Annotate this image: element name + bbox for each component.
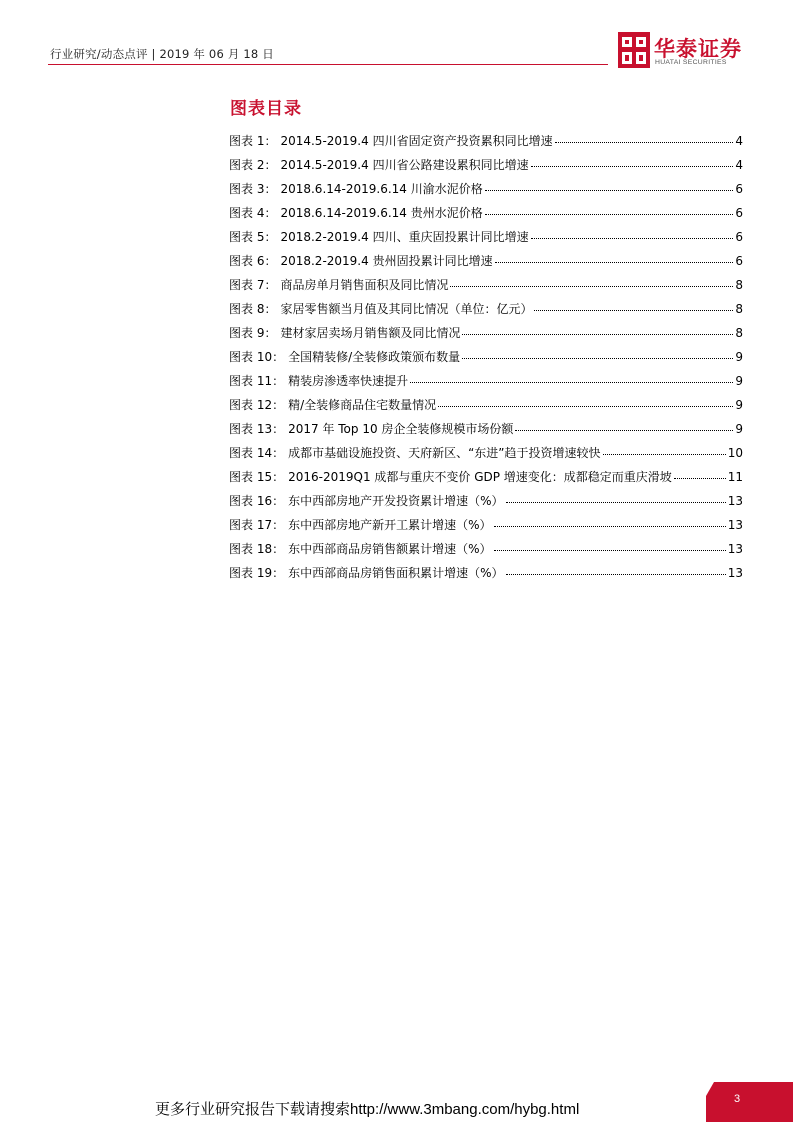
toc-entry-page: 9: [735, 398, 743, 412]
toc-dot-leader: [531, 165, 734, 167]
toc-entry-title: 2018.6.14-2019.6.14 贵州水泥价格: [280, 206, 483, 220]
toc-entry[interactable]: [229, 396, 743, 420]
toc-dot-leader: [462, 333, 733, 335]
toc-dot-leader: [462, 357, 733, 359]
toc-entry[interactable]: [229, 180, 743, 204]
toc-dot-leader: [485, 213, 734, 215]
toc-entry-label: 图表 2：: [229, 158, 277, 172]
toc-dot-leader: [450, 285, 733, 287]
page-number-tab: [706, 1082, 793, 1122]
toc-entry-page: 4: [735, 158, 743, 172]
toc-entry-label: 图表 9：: [229, 326, 277, 340]
toc-entry-title: 东中西部商品房销售面积累计增速（%）: [288, 566, 504, 580]
toc-entry-page: 4: [735, 134, 743, 148]
huatai-logo-icon: [618, 32, 650, 68]
toc-entry[interactable]: [229, 132, 743, 156]
toc-entry-page: 6: [735, 206, 743, 220]
toc-list: [229, 132, 743, 588]
toc-entry-label: 图表 19：: [229, 566, 285, 580]
toc-title: 图表目录: [230, 99, 302, 119]
header-divider: [48, 64, 608, 65]
toc-entry-page: 13: [727, 542, 743, 556]
toc-entry[interactable]: [229, 348, 743, 372]
toc-entry-title: 全国精装修/全装修政策颁布数量: [288, 350, 461, 364]
toc-dot-leader: [534, 309, 733, 311]
toc-entry[interactable]: [229, 372, 743, 396]
toc-entry-label: 图表 3：: [229, 182, 277, 196]
toc-entry[interactable]: [229, 324, 743, 348]
toc-entry-page: 6: [735, 182, 743, 196]
toc-entry-label: 图表 13：: [229, 422, 285, 436]
toc-entry-page: 10: [727, 446, 743, 460]
toc-dot-leader: [515, 429, 733, 431]
page-number: 3: [734, 1093, 741, 1105]
toc-entry-title: 东中西部房地产新开工累计增速（%）: [288, 518, 492, 532]
toc-entry-page: 8: [735, 326, 743, 340]
toc-entry-page: 6: [735, 230, 743, 244]
toc-entry-title: 家居零售额当月值及其同比情况（单位：亿元）: [280, 302, 533, 316]
header-report-meta: 行业研究/动态点评 | 2019 年 06 月 18 日: [50, 47, 274, 61]
toc-entry-label: 图表 6：: [229, 254, 277, 268]
toc-entry-label: 图表 16：: [229, 494, 285, 508]
toc-entry-title: 商品房单月销售面积及同比情况: [280, 278, 449, 292]
toc-entry-page: 13: [727, 494, 743, 508]
toc-entry-title: 建材家居卖场月销售额及同比情况: [280, 326, 461, 340]
toc-entry-title: 东中西部房地产开发投资累计增速（%）: [288, 494, 504, 508]
toc-dot-leader: [438, 405, 733, 407]
toc-entry-title: 成都市基础设施投资、天府新区、“东进”趋于投资增速较快: [288, 446, 601, 460]
toc-entry-title: 2017 年 Top 10 房企全装修规模市场份额: [288, 422, 514, 436]
toc-entry-label: 图表 15：: [229, 470, 285, 484]
toc-dot-leader: [555, 141, 734, 143]
toc-dot-leader: [485, 189, 734, 191]
toc-entry-label: 图表 11：: [229, 374, 285, 388]
toc-dot-leader: [506, 573, 726, 575]
toc-entry[interactable]: [229, 516, 743, 540]
toc-entry-label: 图表 1：: [229, 134, 277, 148]
toc-dot-leader: [674, 477, 726, 479]
toc-entry[interactable]: [229, 468, 743, 492]
footer-download-text: 更多行业研究报告下载请搜索http://www.3mbang.com/hybg.html: [155, 1101, 580, 1118]
toc-entry[interactable]: [229, 540, 743, 564]
toc-entry-page: 8: [735, 278, 743, 292]
toc-entry-page: 8: [735, 302, 743, 316]
brand-logo: [618, 32, 750, 70]
toc-dot-leader: [603, 453, 726, 455]
toc-entry-title: 2016-2019Q1 成都与重庆不变价 GDP 增速变化：成都稳定而重庆滑坡: [288, 470, 672, 484]
toc-entry-title: 东中西部商品房销售额累计增速（%）: [288, 542, 492, 556]
toc-entry-label: 图表 12：: [229, 398, 285, 412]
toc-dot-leader: [410, 381, 733, 383]
toc-dot-leader: [531, 237, 734, 239]
toc-entry[interactable]: [229, 204, 743, 228]
toc-entry-title: 2014.5-2019.4 四川省固定资产投资累积同比增速: [280, 134, 553, 148]
toc-entry-label: 图表 17：: [229, 518, 285, 532]
toc-entry[interactable]: [229, 420, 743, 444]
toc-entry-title: 2018.6.14-2019.6.14 川渝水泥价格: [280, 182, 483, 196]
toc-dot-leader: [494, 525, 726, 527]
toc-dot-leader: [506, 501, 726, 503]
toc-entry-label: 图表 4：: [229, 206, 277, 220]
toc-entry-label: 图表 10：: [229, 350, 285, 364]
toc-entry-label: 图表 7：: [229, 278, 277, 292]
toc-entry[interactable]: [229, 492, 743, 516]
toc-entry-page: 6: [735, 254, 743, 268]
toc-entry[interactable]: [229, 276, 743, 300]
toc-dot-leader: [494, 549, 726, 551]
brand-name-en: HUATAI SECURITIES: [655, 59, 727, 66]
toc-entry[interactable]: [229, 444, 743, 468]
toc-entry[interactable]: [229, 156, 743, 180]
toc-entry[interactable]: [229, 228, 743, 252]
toc-entry-label: 图表 18：: [229, 542, 285, 556]
toc-entry-title: 2018.2-2019.4 四川、重庆固投累计同比增速: [280, 230, 529, 244]
toc-entry[interactable]: [229, 300, 743, 324]
toc-entry-label: 图表 8：: [229, 302, 277, 316]
toc-entry-label: 图表 5：: [229, 230, 277, 244]
brand-name-cn: 华泰证券: [654, 37, 742, 61]
toc-entry-page: 9: [735, 350, 743, 364]
toc-dot-leader: [495, 261, 734, 263]
toc-entry[interactable]: [229, 564, 743, 588]
toc-entry-page: 13: [727, 566, 743, 580]
toc-entry[interactable]: [229, 252, 743, 276]
toc-entry-title: 精/全装修商品住宅数量情况: [288, 398, 437, 412]
toc-entry-title: 2018.2-2019.4 贵州固投累计同比增速: [280, 254, 493, 268]
toc-entry-page: 13: [727, 518, 743, 532]
toc-entry-page: 11: [727, 470, 743, 484]
toc-entry-title: 2014.5-2019.4 四川省公路建设累积同比增速: [280, 158, 529, 172]
toc-entry-page: 9: [735, 422, 743, 436]
toc-entry-title: 精装房渗透率快速提升: [288, 374, 409, 388]
toc-entry-label: 图表 14：: [229, 446, 285, 460]
toc-entry-page: 9: [735, 374, 743, 388]
